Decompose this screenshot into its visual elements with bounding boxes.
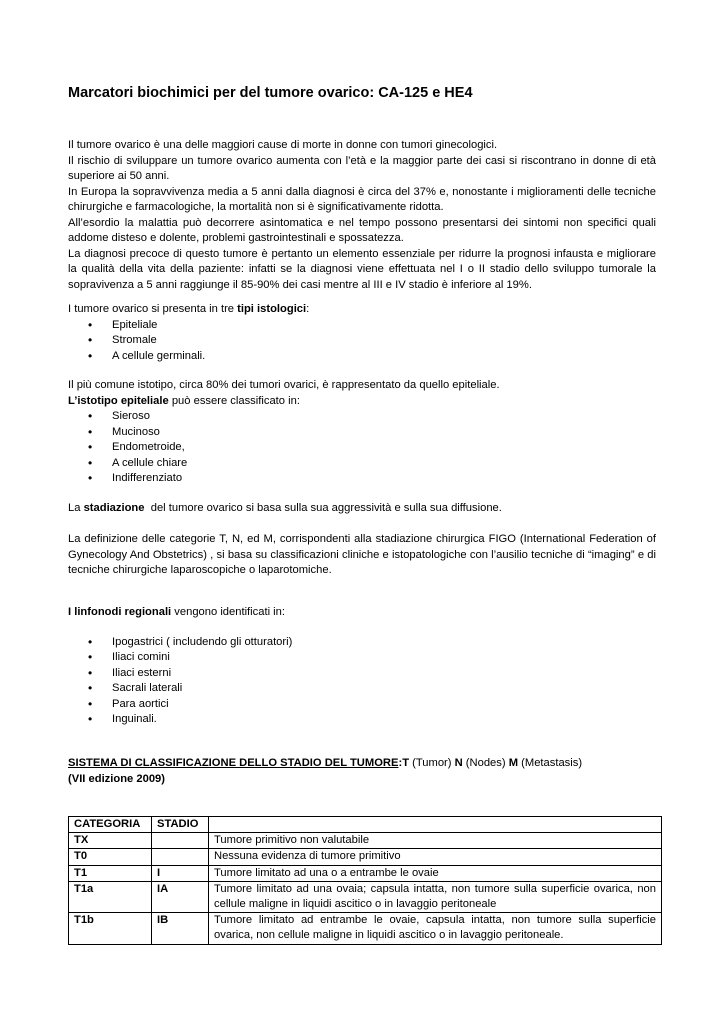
table-cell: T1a [69,881,152,912]
classification-colon: : [398,757,403,769]
lymph-suffix: vengono identificati in: [171,606,285,618]
classification-heading [68,756,656,787]
table-cell: IB [152,913,209,944]
intro-paragraph: Il rischio di sviluppare un tumore ovarico aumenta con l’età e la maggior parte dei casi si riscontrano in donne di età superiore ai 50 anni. [68,154,656,182]
list-item: • Inguinali. [68,712,656,728]
nodes-label: (Nodes) [462,757,509,769]
metastasis-letter: M [508,757,519,769]
list-item: • Epiteliale [68,318,656,334]
table-row [69,913,662,944]
epithelial-section [68,378,656,487]
table-header-cell [209,817,662,833]
table-header-cell: CATEGORIA [69,817,152,833]
intro-paragraph: All’esordio la malattia può decorrere asintomatica e nel tempo possono presentarsi dei sintomi non specifici quali addome disteso e dolente, problemi gastrointestinali e spossatezza. [68,216,656,244]
tumor-letter: T [402,757,410,769]
table-cell: Tumore primitivo non valutabile [209,833,662,849]
histology-list [68,318,656,365]
staging-keyword: stadiazione [83,502,145,514]
list-item: • Endometroide, [68,440,656,456]
lymph-intro [68,605,656,621]
list-item: • Ipogastrici ( includendo gli otturatori) [68,635,656,651]
epithelial-suffix: può essere classificato in: [168,394,300,407]
histology-prefix: I tumore ovarico si presenta in tre [68,303,238,315]
epithelial-list [68,409,656,487]
table-cell [152,849,209,865]
list-item: • Mucinoso [68,425,656,441]
table-cell: I [152,865,209,881]
histology-intro [68,302,656,318]
table-cell [152,833,209,849]
table-cell: T1b [69,913,152,944]
table-header-row [69,817,662,833]
edition-text: (VII edizione 2009) [68,772,165,785]
list-item: • Iliaci esterni [68,666,656,682]
table-cell: T1 [69,865,152,881]
table-cell: TX [69,833,152,849]
table-cell: Tumore limitato ad una o a entrambe le ovaie [209,865,662,881]
metastasis-label: (Metastasis) [518,757,583,769]
table-cell: T0 [69,849,152,865]
list-item: • A cellule chiare [68,456,656,472]
table-cell: IA [152,881,209,912]
histology-keyword: tipi istologici [237,303,307,315]
list-item: • Iliaci comini [68,650,656,666]
list-item: • Sacrali laterali [68,681,656,697]
table-row [69,865,662,881]
list-item: • Para aortici [68,697,656,713]
classification-title [68,756,656,772]
epithelial-classification [68,394,656,410]
lymph-section [68,605,656,728]
table-cell: Tumore limitato ad una ovaia; capsula intatta, non tumore sulla superficie ovarica, non cellule maligne in liquidi ascitico o in lavaggio peritoneale [209,881,662,912]
table-header-cell: STADIO [152,817,209,833]
intro-paragraph: La diagnosi precoce di questo tumore è pertanto un elemento essenziale per ridurre la prognosi infausta e migliorare la qualità della vita della paziente: infatti se la diagnosi viene effettuata nel I o II stadio dello sviluppo tumorale la sopravivenza a 5 anni raggiunge il 85-90% dei casi mentre al III e IV stadio è inferiore al 19%. [68,247,656,291]
lymph-list [68,635,656,728]
table-cell: Nessuna evidenza di tumore primitivo [209,849,662,865]
epithelial-intro: Il più comune istotipo, circa 80% dei tumori ovarici, è rappresentato da quello epiteliale. [68,379,500,391]
definition-paragraph: La definizione delle categorie T, N, ed M, corrispondenti alla stadiazione chirurgica FIGO (International Federation of Gynecology And Obstetrics) , si basa su classificazioni cliniche e istopatologiche con l’ausilio tecniche di “imaging” e di tecniche chirurgiche laparoscopiche o laparotomiche. [68,533,656,576]
intro-paragraph: Il tumore ovarico è una delle maggiori cause di morte in donne con tumori ginecologici. [68,139,498,151]
histology-section [68,302,656,364]
epithelial-keyword: L’istotipo epiteliale [68,394,169,407]
list-item: • Stromale [68,333,656,349]
list-item: • Indifferenziato [68,471,656,487]
classification-title-underlined: SISTEMA DI CLASSIFICAZIONE DELLO STADIO DEL TUMORE [68,757,399,769]
table-cell: Tumore limitato ad entrambe le ovaie, capsula intatta, non tumore sulla superficie ovarica, non cellule maligne in liquidi ascitico o in lavaggio peritoneale. [209,913,662,944]
nodes-letter: N [454,757,463,769]
list-item: • A cellule germinali. [68,349,656,365]
table-row [69,833,662,849]
staging-suffix: del tumore ovarico si basa sulla sua aggressività e sulla sua diffusione. [144,502,502,514]
list-item: • Sieroso [68,409,656,425]
edition-label [68,772,656,788]
definition-section [68,532,656,579]
lymph-keyword: I linfonodi regionali [68,606,172,618]
document-title: Marcatori biochimici per del tumore ovarico: CA-125 e HE4 [68,85,473,101]
staging-prefix: La [68,502,84,514]
intro-section [68,138,656,293]
table-row [69,849,662,865]
staging-paragraph [68,501,656,517]
table-row [69,881,662,912]
tumor-label: (Tumor) [409,757,455,769]
staging-table [68,816,662,945]
staging-section [68,501,656,517]
intro-paragraph: In Europa la sopravvivenza media a 5 anni dalla diagnosi è circa del 37% e, nonostante i miglioramenti delle tecniche chirurgiche e farmacologiche, la mortalità non si è significativamente ridotta. [68,185,656,213]
histology-suffix: : [306,303,310,315]
